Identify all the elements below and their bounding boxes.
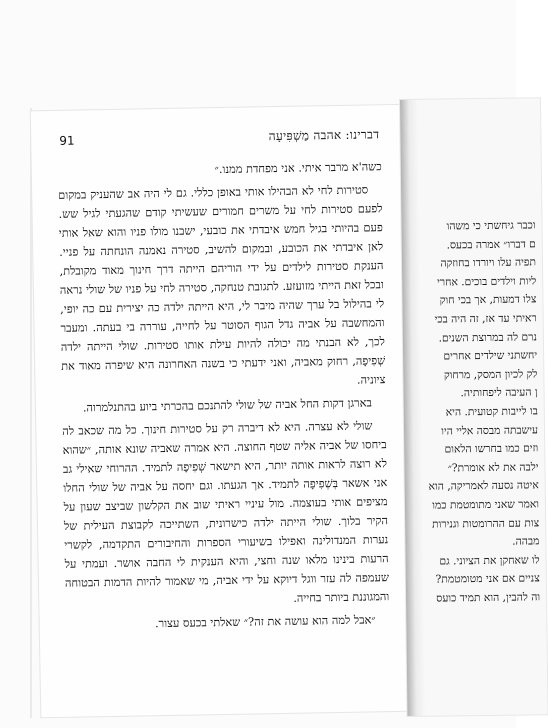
- paragraph: בארגן דקות החל אביה של שולי להתנכם בהכרתי ביוע בהתנלמרוה.: [82, 396, 372, 415]
- text-line: איטה נסעה לאמריקה, הוא: [428, 478, 539, 493]
- paragraph: כשה'א מרבר איתי. אני מפחדת ממנו.״: [214, 160, 382, 177]
- text-line: וכבר גיחשתי כי משהו: [446, 218, 536, 233]
- text-line: ואמר שאני מתומטמת כמו: [432, 497, 540, 512]
- text-line: בו לייבות קטועית. היא: [445, 404, 538, 419]
- text-line: ילבה את לא אומרת?״: [447, 460, 539, 475]
- right-page: [400, 98, 548, 716]
- running-head-title: דברינו: אהבה מַשְׁפִּיעָה: [268, 127, 380, 144]
- text-line: ראיתי עד אז, זה היה בכי: [434, 311, 537, 326]
- paragraph: שולי לא עצרה. היא לא דיברה רק על סטירות חינוך. כל מה שכאב לה ביחסו של אביה אליה שטף החוצה. היא אמרה שאביה שונא אותה, ״שהוא לא רוצה לראות אותה יותר, היא תישאר שְׁפִיפָה לתמיד. ההרוחי שאילי גב אני אשאר בְּשְׁפִיפָה לתמיד. אך הגעתו. וגם יחסה על אביה של שולי החלו מציפים אותי בעוצמה. מול עיניי ראיתי שוב את הקלשון שביצב שעון על הקיר בלוך. שולי הייתה ילדה כישרונית, השתייכה לקבוצת העילית של נערות המנדולינה ואפילו בשיעורי הספרות והחיבורים התקדמה, לקשרי הרעות בינינו מלאו שנה וחצי, והיא הענקית לי החבה אושר. ועמתי על שעמפה לה עזר ווגל דיוקא על ידי אביה, מי שאמור להיות הדמות הבטוחה והמגוננת ביותר בחייה.: [62, 419, 390, 605]
- paragraph: ״אבל למה הוא עושה את זה?״ שאלתי בכעס עצור.: [154, 613, 376, 631]
- body-text: [58, 157, 391, 693]
- right-page-text: [411, 216, 540, 608]
- text-line: צלו דמעות, אך בכי חוק: [439, 292, 537, 307]
- text-line: צות עם ההרומטות וגנירות: [431, 515, 540, 531]
- text-line: וה להבין, הוא תמיד כועס: [436, 590, 541, 605]
- text-line: מבהה.: [512, 534, 540, 548]
- left-page: [31, 105, 418, 717]
- running-head: [59, 127, 379, 148]
- page-number: 91: [59, 133, 75, 148]
- text-line: לק לכיון המסק, מרחוק: [443, 367, 538, 382]
- text-line: צניים אם אני מטומטמת?: [435, 571, 540, 586]
- text-line: וזים כמו בחרשו הלאום: [444, 441, 539, 456]
- text-line: לו שאחקן את הציוני. גם: [439, 553, 540, 568]
- text-line: ליות וילדים בוכים. אחרי: [436, 274, 537, 289]
- text-line: ן העיבה ליפחותיה.: [460, 385, 538, 400]
- text-line: עישבתה מבסה אליי היו: [441, 422, 539, 438]
- text-line: תפיה עלו ויורדו בחוזקה: [440, 255, 537, 270]
- paragraph: סטירות לחי לא הבהילו אותי באופן כללי. גם לי היה אב שהעניק במקום לפעם סטירות לחי על משרים חמורים שעשיתי קודם שהגעתי לגיל שש. פעם בהיותי בגיל חמש איבדתי את כובעי, ישבנו מולו פניו והוא שאל אותי לאן איבדתי את הכובע, ובמקום להשיב, סטירה נאמנה הונחתה על פניי. הענקת סטירות לילדים על ידי הוריהם הייתה דרך חינוך מאוד מקובלת, ובכל זאת הייתי מזועזע. לתגובת טנחקה, סטירה לחי על פניו של שולי נראה לי בהילול בל ערך שהיה מיבר לי, היא הייתה ילדה כה יצירית עם כה יופי, והמחשבה על אביה גדל הגוף הסוטר על לחייה, עוררה בי בעתה. ומעבר לכך, לא הבנתי מה יכולה להיות עילת אותו סטירות. שולי הייתה ילדה שְׁפִיפָה, רחוק מאביה, ואני ידעתי כי בשנה האחרונה היא שיפרה מאוד את ציוניה.: [58, 183, 386, 387]
- text-line: ם דברו״ אמרה בכעס.: [446, 236, 536, 252]
- text-line: נרם לה במרוצת השנים.: [438, 329, 537, 345]
- text-line: יחשתני שילדים אחרים: [443, 348, 538, 363]
